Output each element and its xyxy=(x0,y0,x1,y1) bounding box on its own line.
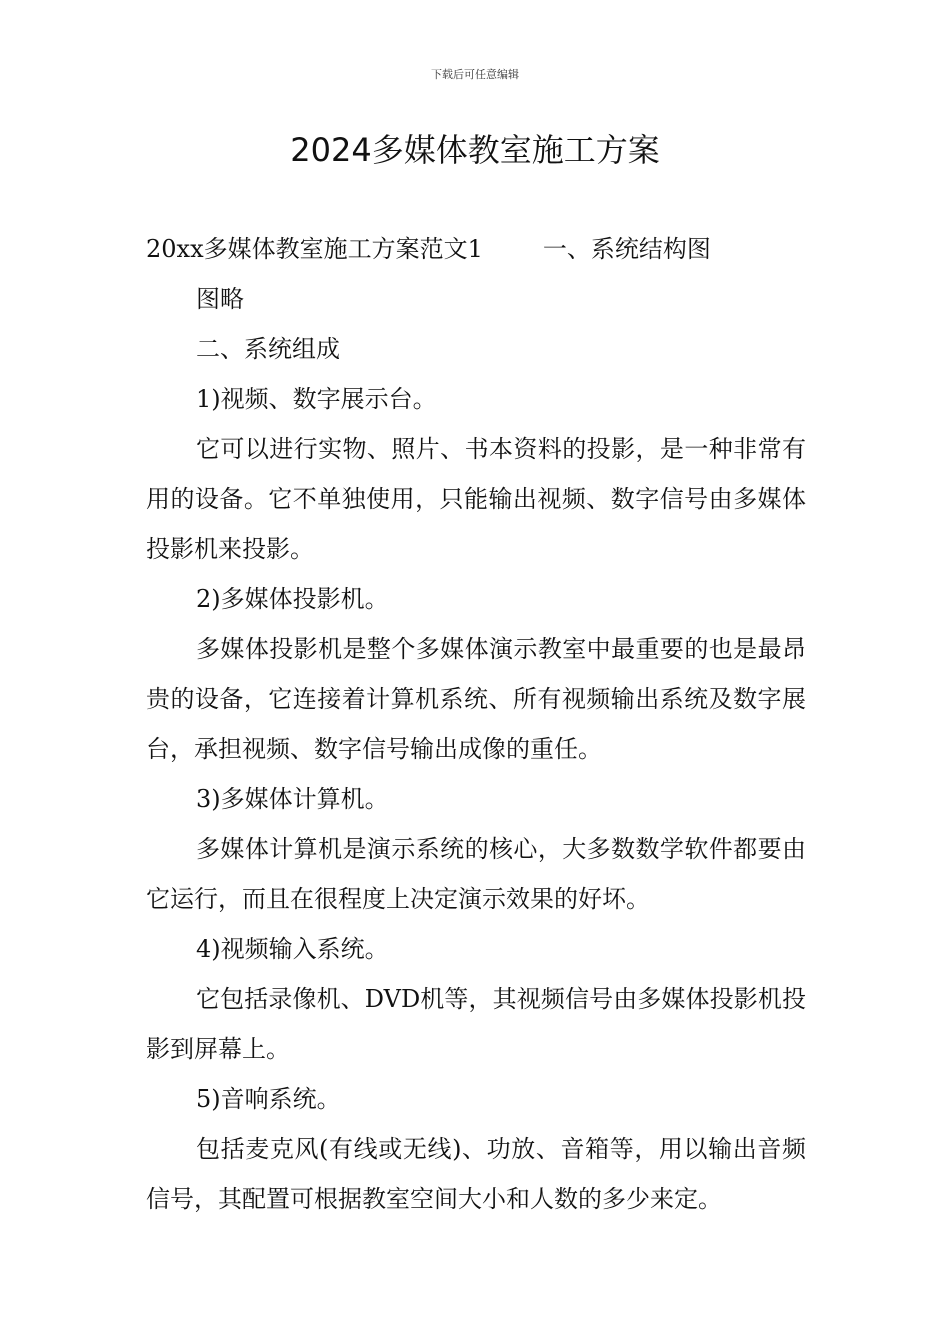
paragraph-audio: 包括麦克风(有线或无线)、功放、音箱等，用以输出音频信号，其配置可根据教室空间大小和人数的多少来定。 xyxy=(146,1135,806,1213)
header-note: 下载后可任意编辑 xyxy=(431,68,519,81)
item-heading-video-input: 4)视频输入系统。 xyxy=(196,935,389,963)
item-heading-audio: 5)音响系统。 xyxy=(196,1085,341,1113)
section-heading-system-components: 二、系统组成 xyxy=(196,335,340,363)
document-body xyxy=(146,224,806,1224)
lead-line xyxy=(146,224,806,274)
paragraph-video-input: 它包括录像机、DVD机等，其视频信号由多媒体投影机投影到屏幕上。 xyxy=(146,985,806,1063)
lead-subtitle: 20xx多媒体教室施工方案范文1 xyxy=(146,235,483,263)
paragraph-computer: 多媒体计算机是演示系统的核心，大多数数学软件都要由它运行，而且在很程度上决定演示效果的好坏。 xyxy=(146,835,806,913)
paragraph-visualizer: 它可以进行实物、照片、书本资料的投影，是一种非常有用的设备。它不单独使用，只能输出视频、数字信号由多媒体投影机来投影。 xyxy=(146,435,806,563)
document-title: 2024多媒体教室施工方案 xyxy=(290,131,660,169)
item-heading-visualizer: 1)视频、数字展示台。 xyxy=(196,385,437,413)
lead-section-heading: 一、系统结构图 xyxy=(542,235,711,263)
paragraph-projector: 多媒体投影机是整个多媒体演示教室中最重要的也是最昂贵的设备，它连接着计算机系统、所有视频输出系统及数字展台，承担视频、数字信号输出成像的重任。 xyxy=(146,635,806,763)
paragraph-figure-note: 图略 xyxy=(196,285,244,313)
item-heading-projector: 2)多媒体投影机。 xyxy=(196,585,389,613)
item-heading-computer: 3)多媒体计算机。 xyxy=(196,785,389,813)
